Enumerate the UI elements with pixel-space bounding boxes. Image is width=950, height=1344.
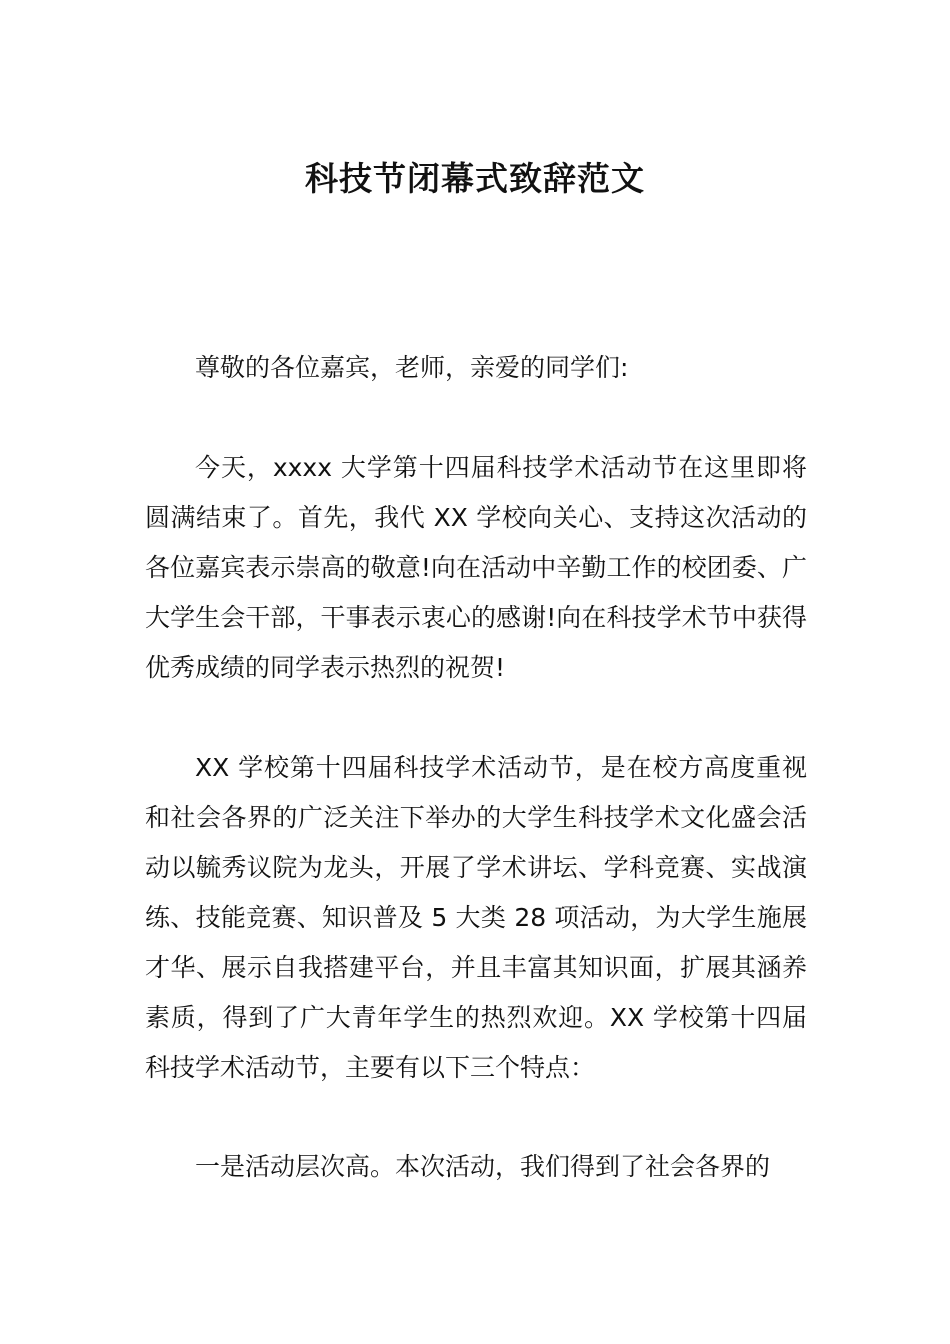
body-paragraph-3: 一是活动层次高。本次活动，我们得到了社会各界的 — [195, 1152, 771, 1181]
body-paragraph-1: 今天，xxxx 大学第十四届科技学术活动节在这里即将圆满结束了。首先，我代 XX 学校向关心、支持这次活动的各位嘉宾表示崇高的敬意!向在活动中辛勤工作的校团委、广大学生会干部，干事表示衷心的感谢!向在科技学术节中获得优秀成绩的同学表示热烈的祝贺! — [145, 453, 807, 682]
greeting-paragraph: 尊敬的各位嘉宾，老师，亲爱的同学们: — [195, 353, 629, 382]
body-paragraph-2: XX 学校第十四届科技学术活动节，是在校方高度重视和社会各界的广泛关注下举办的大学生科技学术文化盛会活动以毓秀议院为龙头，开展了学术讲坛、学科竞赛、实战演练、技能竞赛、知识普及 5 大类 28 项活动，为大学生施展才华、展示自我搭建平台，并且丰富其知识面，扩展其涵养素质，得到了广大青年学生的热烈欢迎。XX 学校第十四届科技学术活动节，主要有以下三个特点： — [145, 753, 807, 1082]
document-title: 科技节闭幕式致辞范文 — [305, 159, 645, 198]
